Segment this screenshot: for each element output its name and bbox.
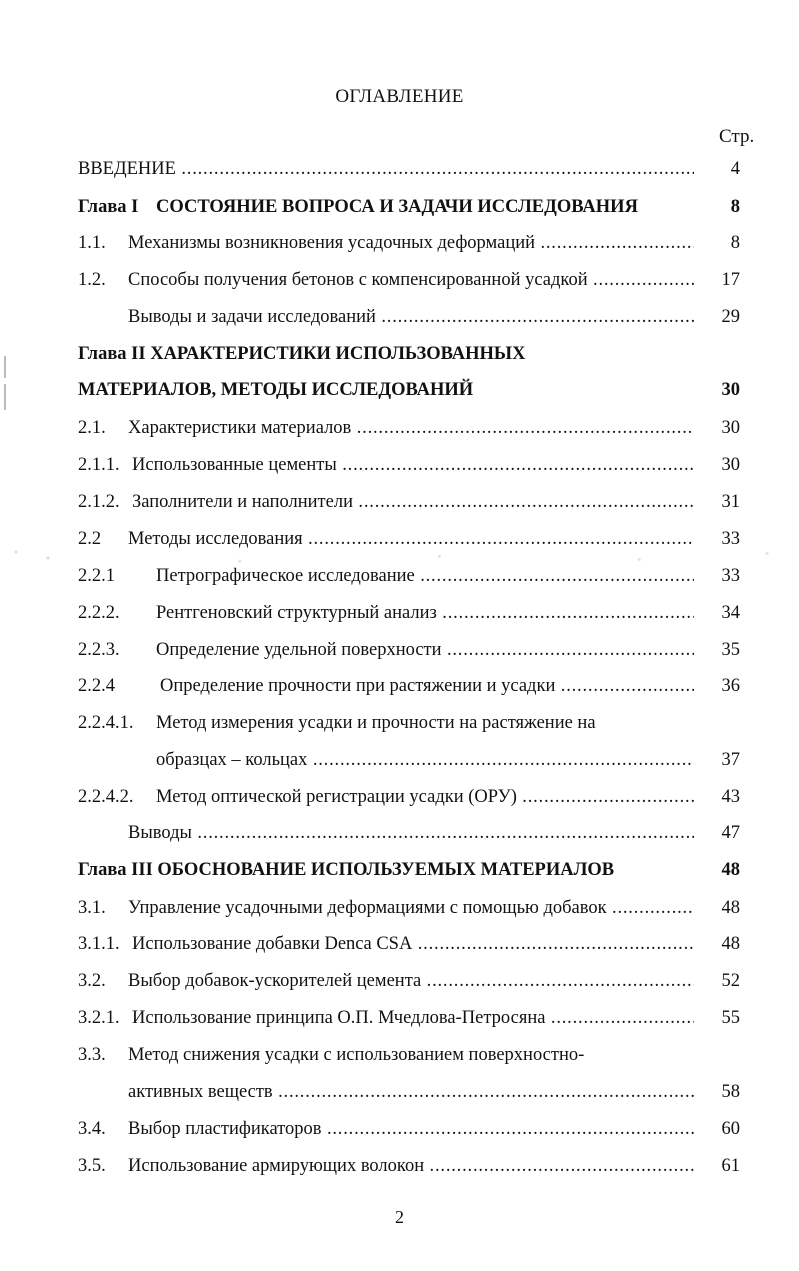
toc-entry-continued [78, 750, 740, 776]
toc-entry [78, 418, 740, 444]
toc-entry-page: 29 [721, 307, 740, 327]
toc-entry [78, 492, 740, 518]
toc-entry [78, 233, 740, 259]
toc-entry [78, 823, 740, 849]
toc-entry-page: 34 [721, 603, 740, 623]
toc-entry-text: Заполнители и наполнители ..... [132, 492, 694, 513]
toc-entry [78, 1045, 740, 1071]
toc-entry-text: Петрографическое исследование ..... [156, 566, 694, 587]
toc-entry-text: Использование добавки Denca CSA ..... [132, 934, 694, 955]
toc-entry-text: Использованные цементы ..... [132, 455, 694, 476]
toc-entry-page: 55 [721, 1008, 740, 1028]
toc-entry-number: 2.2.4.1. [78, 713, 134, 733]
toc-entry-page: 37 [721, 750, 740, 770]
toc-entry-page: 17 [721, 270, 740, 290]
toc-entry-number: 2.1.2. [78, 492, 120, 512]
toc-entry-number: 2.1. [78, 418, 106, 438]
toc-entry-page: 48 [721, 934, 740, 954]
toc-entry-page: 52 [721, 971, 740, 991]
page-column-label: Стр. [719, 126, 755, 147]
toc-entry [78, 270, 740, 296]
chapter-heading [78, 344, 740, 370]
toc-entry [78, 603, 740, 629]
toc-entry-page: 48 [721, 860, 740, 880]
toc-entry-page: 61 [721, 1156, 740, 1176]
toc-entry-number: 1.1. [78, 233, 106, 253]
chapter-title: Глава II ХАРАКТЕРИСТИКИ ИСПОЛЬЗОВАННЫХ [78, 344, 526, 364]
toc-entry-page: 58 [721, 1082, 740, 1102]
toc-entry-page: 36 [721, 676, 740, 696]
toc-entry-text: Выводы и задачи исследований ..... [128, 307, 694, 328]
toc-entry-page: 8 [730, 197, 740, 217]
toc-entry-text: Управление усадочными деформациями с помощью добавок ..... [128, 898, 694, 919]
toc-entry [78, 971, 740, 997]
toc-entry-number: 2.2.2. [78, 603, 120, 623]
toc-entry-text: ВВЕДЕНИЕ ..... [78, 159, 694, 180]
toc-entry-text: Метод измерения усадки и прочности на растяжение на [156, 713, 596, 733]
chapter-heading-continued [78, 380, 740, 406]
toc-entry-page: 4 [730, 159, 740, 179]
toc-entry-number: 2.2.4.2. [78, 787, 134, 807]
toc-entry-number: 2.2 [78, 529, 102, 549]
page-title: ОГЛАВЛЕНИЕ [335, 86, 464, 107]
toc-entry-text: Механизмы возникновения усадочных деформаций ..... [128, 233, 694, 254]
page-number: 2 [395, 1207, 404, 1227]
toc-entry [78, 1156, 740, 1182]
toc-entry [78, 934, 740, 960]
toc-entry-text: образцах – кольцах ..... [156, 750, 694, 771]
toc-entry-text: Способы получения бетонов с компенсированной усадкой ..... [128, 270, 694, 291]
toc-entry-number: 3.4. [78, 1119, 106, 1139]
chapter-title: Глава III ОБОСНОВАНИЕ ИСПОЛЬЗУЕМЫХ МАТЕРИАЛОВ [78, 860, 615, 880]
toc-entry-text: Методы исследования ..... [128, 529, 694, 550]
toc-entry [78, 713, 740, 739]
chapter-title: МАТЕРИАЛОВ, МЕТОДЫ ИССЛЕДОВАНИЙ [78, 380, 474, 400]
toc-entry-number: 3.1. [78, 898, 106, 918]
toc-entry-number: 2.2.3. [78, 640, 120, 660]
toc-entry-page: 30 [721, 418, 740, 438]
toc-entry-page: 30 [721, 380, 740, 400]
chapter-number: Глава I [78, 197, 139, 217]
toc-entry-text: Метод оптической регистрации усадки (ОРУ) ..... [156, 787, 694, 808]
toc-entry-text: Использование принципа О.П. Мчедлова-Петросяна ..... [132, 1008, 694, 1029]
toc-entry [78, 676, 740, 702]
toc-entry-text: Выбор добавок-ускорителей цемента ..... [128, 971, 694, 992]
toc-entry [78, 159, 740, 185]
toc-entry-text: Рентгеновский структурный анализ ..... [156, 603, 694, 624]
toc-entry-page: 31 [721, 492, 740, 512]
toc-entry-text: Определение удельной поверхности ..... [156, 640, 694, 661]
chapter-title: СОСТОЯНИЕ ВОПРОСА И ЗАДАЧИ ИССЛЕДОВАНИЯ [156, 197, 638, 217]
toc-entry-number: 3.5. [78, 1156, 106, 1176]
toc-entry-number: 3.3. [78, 1045, 106, 1065]
toc-entry-number: 2.1.1. [78, 455, 120, 475]
toc-entry-page: 43 [721, 787, 740, 807]
toc-entry-text: активных веществ ..... [128, 1082, 694, 1103]
toc-entry [78, 898, 740, 924]
scan-margin-mark [4, 356, 6, 378]
toc-entry-page: 47 [721, 823, 740, 843]
scan-margin-mark [4, 384, 6, 410]
scan-noise [0, 540, 799, 570]
toc-entry-text: Выбор пластификаторов ..... [128, 1119, 694, 1140]
toc-entry-continued [78, 1082, 740, 1108]
chapter-heading [78, 860, 740, 886]
toc-entry-text: Использование армирующих волокон ..... [128, 1156, 694, 1177]
toc-entry-page: 30 [721, 455, 740, 475]
toc-entry-page: 35 [721, 640, 740, 660]
toc-entry-number: 2.2.4 [78, 676, 115, 696]
toc-entry [78, 1119, 740, 1145]
toc-entry-text: Характеристики материалов ..... [128, 418, 694, 439]
toc-entry [78, 1008, 740, 1034]
toc-entry-text: Определение прочности при растяжении и усадки ..... [160, 676, 694, 697]
toc-entry [78, 455, 740, 481]
toc-entry-page: 33 [721, 566, 740, 586]
toc-entry-number: 1.2. [78, 270, 106, 290]
toc-entry [78, 787, 740, 813]
toc-entry-number: 2.2.1 [78, 566, 115, 586]
toc-entry-page: 8 [730, 233, 740, 253]
toc-entry-number: 3.1.1. [78, 934, 120, 954]
toc-entry-number: 3.2.1. [78, 1008, 120, 1028]
toc-entry [78, 640, 740, 666]
toc-entry-page: 60 [721, 1119, 740, 1139]
chapter-heading [78, 197, 740, 223]
toc-entry-number: 3.2. [78, 971, 106, 991]
toc-entry-text: Выводы ..... [128, 823, 694, 844]
toc-entry-page: 33 [721, 529, 740, 549]
toc-entry-text: Метод снижения усадки с использованием поверхностно- [128, 1045, 585, 1065]
toc-entry-page: 48 [721, 898, 740, 918]
toc-entry [78, 307, 740, 333]
